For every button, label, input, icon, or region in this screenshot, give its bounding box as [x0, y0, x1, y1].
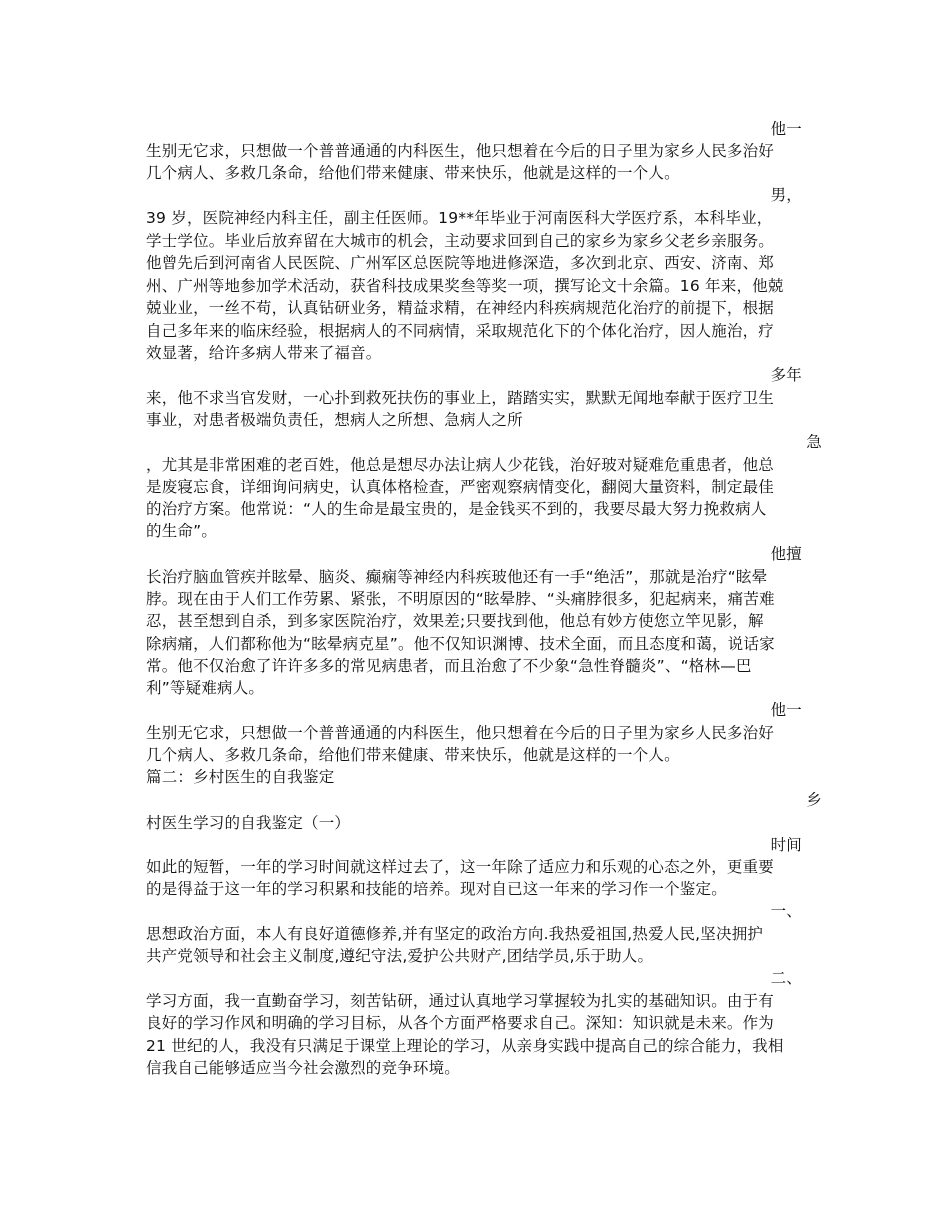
text-line: 信我自己能够适应当今社会激烈的竞争环境。	[146, 1059, 461, 1077]
text-line: 他曾先后到河南省人民医院、广州军区总医院等地进修深造，多次到北京、西安、济南、郑	[146, 254, 775, 272]
text-line: 如此的短暂，一年的学习时间就这样过去了，这一年除了适应力和乐观的心态之外，更重要	[146, 858, 775, 876]
text-line: 21 世纪的人，我没有只满足于课堂上理论的学习，从亲身实践中提高自己的综合能力，我相	[146, 1037, 784, 1055]
text-line: 几个病人、多救几条命，给他们带来健康、带来快乐，他就是这样的一个人。	[146, 746, 680, 764]
text-line: 利”等疑难病人。	[146, 679, 265, 697]
text-line: ，尤其是非常困难的老百姓，他总是想尽办法让病人少花钱，治好玻对疑难危重患者，他总	[146, 456, 775, 474]
text-line: 时间	[770, 836, 802, 854]
text-line: 他一	[770, 120, 802, 138]
text-line: 忍，甚至想到自杀，到多家医院治疗，效果差;只要找到他，他总有妙方使您立竿见影，解	[146, 612, 764, 630]
text-line: 学习方面，我一直勤奋学习，刻苦钻研，通过认真地学习掌握较为扎实的基础知识。由于有	[146, 992, 775, 1010]
text-line: 良好的学习作风和明确的学习目标，从各个方面严格要求自己。深知：知识就是未来。作为	[146, 1014, 775, 1032]
text-line: 急	[806, 433, 822, 451]
text-line: 自己多年来的临床经验，根据病人的不同病情，采取规范化下的个体化治疗，因人施治，疗	[146, 322, 775, 340]
text-line: 是废寝忘食，详细询问病史，认真体格检查，严密观察病情变化，翻阅大量资料，制定最佳	[146, 478, 775, 496]
text-line: 州、广州等地参加学术活动，获省科技成果奖叁等奖一项，撰写论文十余篇。16 年来，他兢	[146, 277, 784, 295]
text-line: 除病痛，人们都称他为“眩晕病克星”。他不仅知识渊博、技术全面，而且态度和蔼，说话家	[146, 635, 775, 653]
text-line: 脖。现在由于人们工作劳累、紧张，不明原因的“眩晕脖、“头痛脖很多，犯起病来，痛苦难	[146, 590, 775, 608]
text-line: 思想政治方面，本人有良好道德修养,并有坚定的政治方向.我热爱祖国,热爱人民,坚决拥护	[146, 925, 764, 943]
text-line: 一、	[770, 902, 802, 920]
text-line: 学士学位。毕业后放弃留在大城市的机会，主动要求回到自己的家乡为家乡父老乡亲服务。	[146, 232, 775, 250]
text-line: 生别无它求，只想做一个普普通通的内科医生，他只想着在今后的日子里为家乡人民多治好	[146, 142, 775, 160]
text-line: 乡	[806, 791, 822, 809]
text-line: 他一	[770, 701, 802, 719]
text-line: 村医生学习的自我鉴定（一）	[146, 814, 351, 832]
text-line: 效显著，给许多病人带来了福音。	[146, 344, 382, 362]
text-line: 多年	[770, 366, 802, 384]
text-line: 兢业业，一丝不苟，认真钻研业务，精益求精，在神经内科疾病规范化治疗的前提下，根据	[146, 299, 775, 317]
text-line: 共产党领导和社会主义制度,遵纪守法,爱护公共财产,团结学员,乐于助人。	[146, 947, 654, 965]
text-line: 几个病人、多救几条命，给他们带来健康、带来快乐，他就是这样的一个人。	[146, 164, 680, 182]
text-line: 常。他不仅治愈了许许多多的常见病患者，而且治愈了不少象“急性脊髓炎”、“格林—巴	[146, 657, 752, 675]
text-line: 生别无它求，只想做一个普普通通的内科医生，他只想着在今后的日子里为家乡人民多治好	[146, 724, 775, 742]
text-line: 的是得益于这一年的学习积累和技能的培养。现对自已这一年来的学习作一个鉴定。	[146, 880, 727, 898]
text-line: 二、	[770, 969, 802, 987]
text-line: 他擅	[770, 545, 802, 563]
text-line: 39 岁，医院神经内科主任，副主任医师。19**年毕业于河南医科大学医疗系，本科毕业，	[146, 209, 773, 227]
text-line: 的治疗方案。他常说：“人的生命是最宝贵的，是金钱买不到的，我要尽最大努力挽救病人	[146, 500, 767, 518]
text-line: 长治疗脑血管疾并眩晕、脑炎、癫痫等神经内科疾玻他还有一手“绝活”，那就是治疗“眩晕	[146, 568, 768, 586]
section-title: 篇二：乡村医生的自我鉴定	[146, 768, 335, 786]
text-line: 来，他不求当官发财，一心扑到救死扶伤的事业上，踏踏实实，默默无闻地奉献于医疗卫生	[146, 389, 775, 407]
text-line: 事业，对患者极端负责任，想病人之所想、急病人之所	[146, 411, 523, 429]
text-line: 的生命”。	[146, 522, 218, 540]
text-line: 男，	[770, 186, 802, 204]
